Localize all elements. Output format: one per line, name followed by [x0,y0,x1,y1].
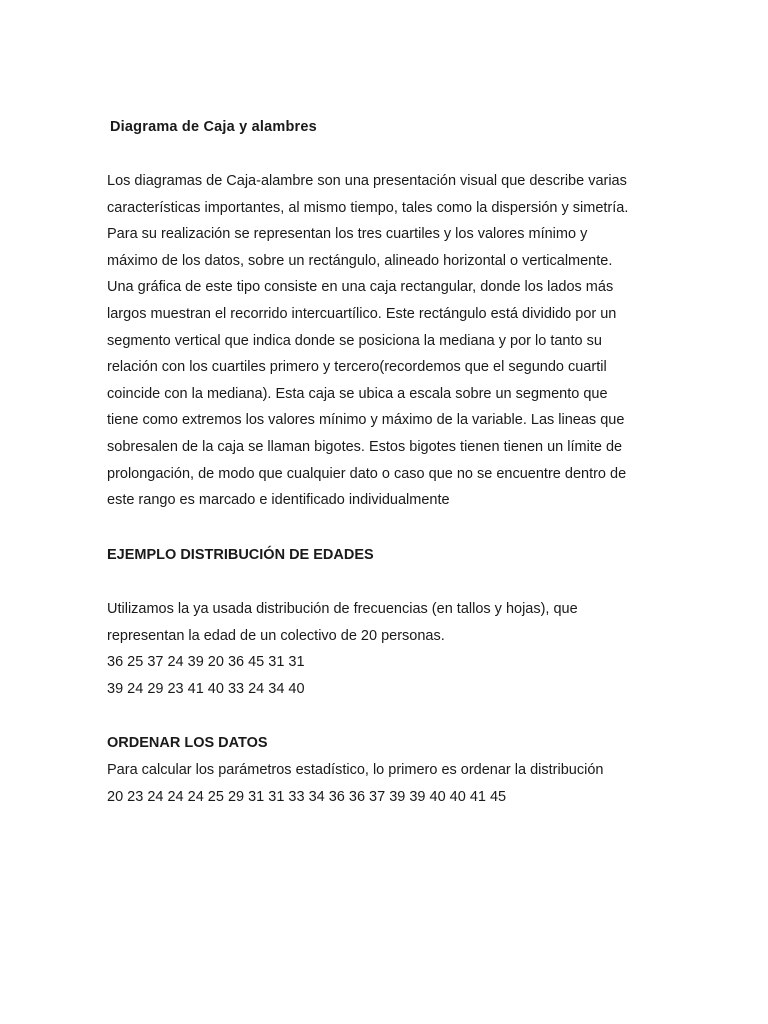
example-line: Utilizamos la ya usada distribución de frecuencias (en tallos y hojas), que [107,601,578,617]
example-line: representan la edad de un colectivo de 20 personas. [107,627,445,644]
example-heading: EJEMPLO DISTRIBUCIÓN DE EDADES [107,547,374,563]
document-title: Diagrama de Caja y alambres [110,119,317,135]
intro-line: Una gráfica de este tipo consiste en una caja rectangular, donde los lados más [107,279,614,296]
order-paragraph [107,757,667,810]
intro-line: este rango es marcado e identificado individualmente [107,492,450,509]
intro-line: sobresalen de la caja se llaman bigotes. Estos bigotes tienen tienen un límite de [107,438,623,455]
intro-line: relación con los cuartiles primero y tercero(recordemos que el segundo cuartil [107,359,607,376]
intro-line: máximo de los datos, sobre un rectángulo, alineado horizontal o verticalmente. [107,252,613,269]
intro-line: tiene como extremos los valores mínimo y máximo de la variable. Las lineas que [107,412,625,429]
intro-line: largos muestran el recorrido intercuartílico. Este rectángulo está dividido por un [107,305,617,322]
intro-paragraph [107,168,667,514]
data-row: 39 24 29 23 41 40 33 24 34 40 [107,680,305,697]
intro-line: Para su realización se representan los tres cuartiles y los valores mínimo y [107,226,588,243]
sorted-data-row: 20 23 24 24 24 25 29 31 31 33 34 36 36 37 39 39 40 40 41 45 [107,788,507,805]
intro-line: Los diagramas de Caja-alambre son una presentación visual que describe varias [107,173,627,189]
data-row: 36 25 37 24 39 20 36 45 31 31 [107,654,305,671]
intro-line: coincide con la mediana). Esta caja se ubica a escala sobre un segmento que [107,385,608,402]
example-paragraph [107,596,667,702]
intro-line: prolongación, de modo que cualquier dato o caso que no se encuentre dentro de [107,465,627,482]
order-line: Para calcular los parámetros estadístico, lo primero es ordenar la distribución [107,762,604,778]
order-heading: ORDENAR LOS DATOS [107,735,268,751]
intro-line: características importantes, al mismo tiempo, tales como la dispersión y simetría. [107,199,629,216]
intro-line: segmento vertical que indica donde se posiciona la mediana y por lo tanto su [107,332,602,349]
